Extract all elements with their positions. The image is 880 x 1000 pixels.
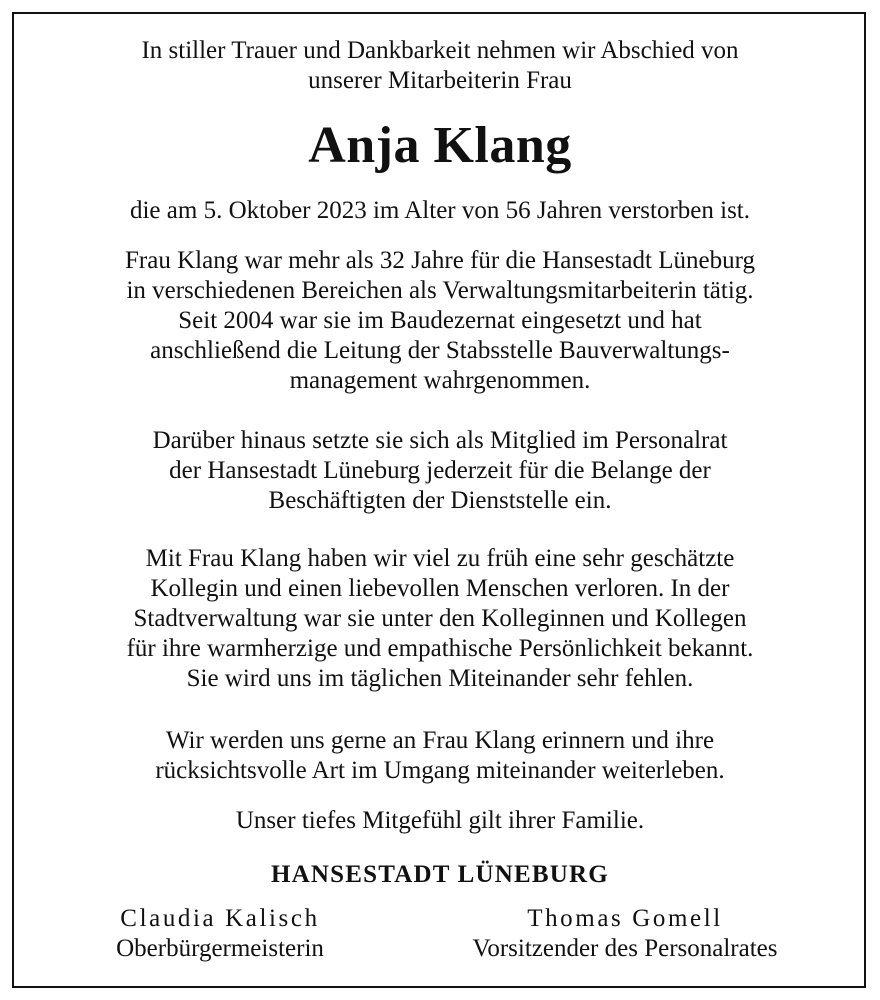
paragraph-line: Stadtverwaltung war sie unter den Kolleginnen und Kollegen (133, 605, 747, 632)
paragraph-line: Beschäftigten der Dienststelle ein. (268, 487, 612, 514)
signatory-name: Claudia Kalisch (120, 905, 320, 932)
signatory-role: Vorsitzender des Personalrates (472, 935, 778, 962)
paragraph-line: für ihre warmherzige und empathische Persönlichkeit bekannt. (126, 635, 754, 662)
paragraph-tribute (30, 544, 850, 694)
paragraph-line: Darüber hinaus setzte sie sich als Mitglied im Personalrat (152, 427, 728, 454)
paragraph-remembrance (30, 726, 850, 786)
deceased-name: Anja Klang (308, 117, 572, 174)
signatory-role: Oberbürgermeisterin (116, 935, 324, 962)
paragraph-condolence (30, 806, 850, 836)
signatory-name: Thomas Gomell (527, 905, 723, 932)
death-line (30, 196, 850, 226)
paragraph-line: Sie wird uns im täglichen Miteinander sehr fehlen. (186, 665, 694, 692)
paragraph-line: anschließend die Leitung der Stabsstelle Bauverwaltungs- (150, 337, 730, 364)
paragraph-line: der Hansestadt Lüneburg jederzeit für die Belange der (169, 457, 711, 484)
death-text: die am 5. Oktober 2023 im Alter von 56 Jahren verstorben ist. (129, 197, 751, 224)
paragraph-line: in verschiedenen Bereichen als Verwaltungsmitarbeiterin tätig. (126, 277, 754, 304)
paragraph-line: Frau Klang war mehr als 32 Jahre für die Hansestadt Lüneburg (125, 247, 755, 274)
organization-name: HANSESTADT LÜNEBURG (271, 861, 609, 888)
paragraph-line: Seit 2004 war sie im Baudezernat eingesetzt und hat (178, 307, 702, 334)
intro-line: In stiller Trauer und Dankbarkeit nehmen wir Abschied von (141, 37, 739, 64)
paragraph-line: Kollegin und einen liebevollen Menschen verloren. In der (150, 575, 730, 602)
paragraph-personalrat (30, 426, 850, 516)
paragraph-line: rücksichtsvolle Art im Umgang miteinander weiterleben. (155, 757, 725, 784)
intro-text (30, 36, 850, 96)
paragraph-line: Wir werden uns gerne an Frau Klang erinnern und ihre (165, 727, 715, 754)
paragraph-line: Unser tiefes Mitgefühl gilt ihrer Familie. (235, 807, 645, 834)
paragraph-career (30, 246, 850, 396)
paragraph-line: Mit Frau Klang haben wir viel zu früh eine sehr geschätzte (145, 545, 735, 572)
paragraph-line: management wahrgenommen. (289, 367, 591, 394)
intro-line: unserer Mitarbeiterin Frau (308, 67, 572, 94)
signatory-right (430, 904, 820, 964)
signatory-left (75, 904, 365, 964)
